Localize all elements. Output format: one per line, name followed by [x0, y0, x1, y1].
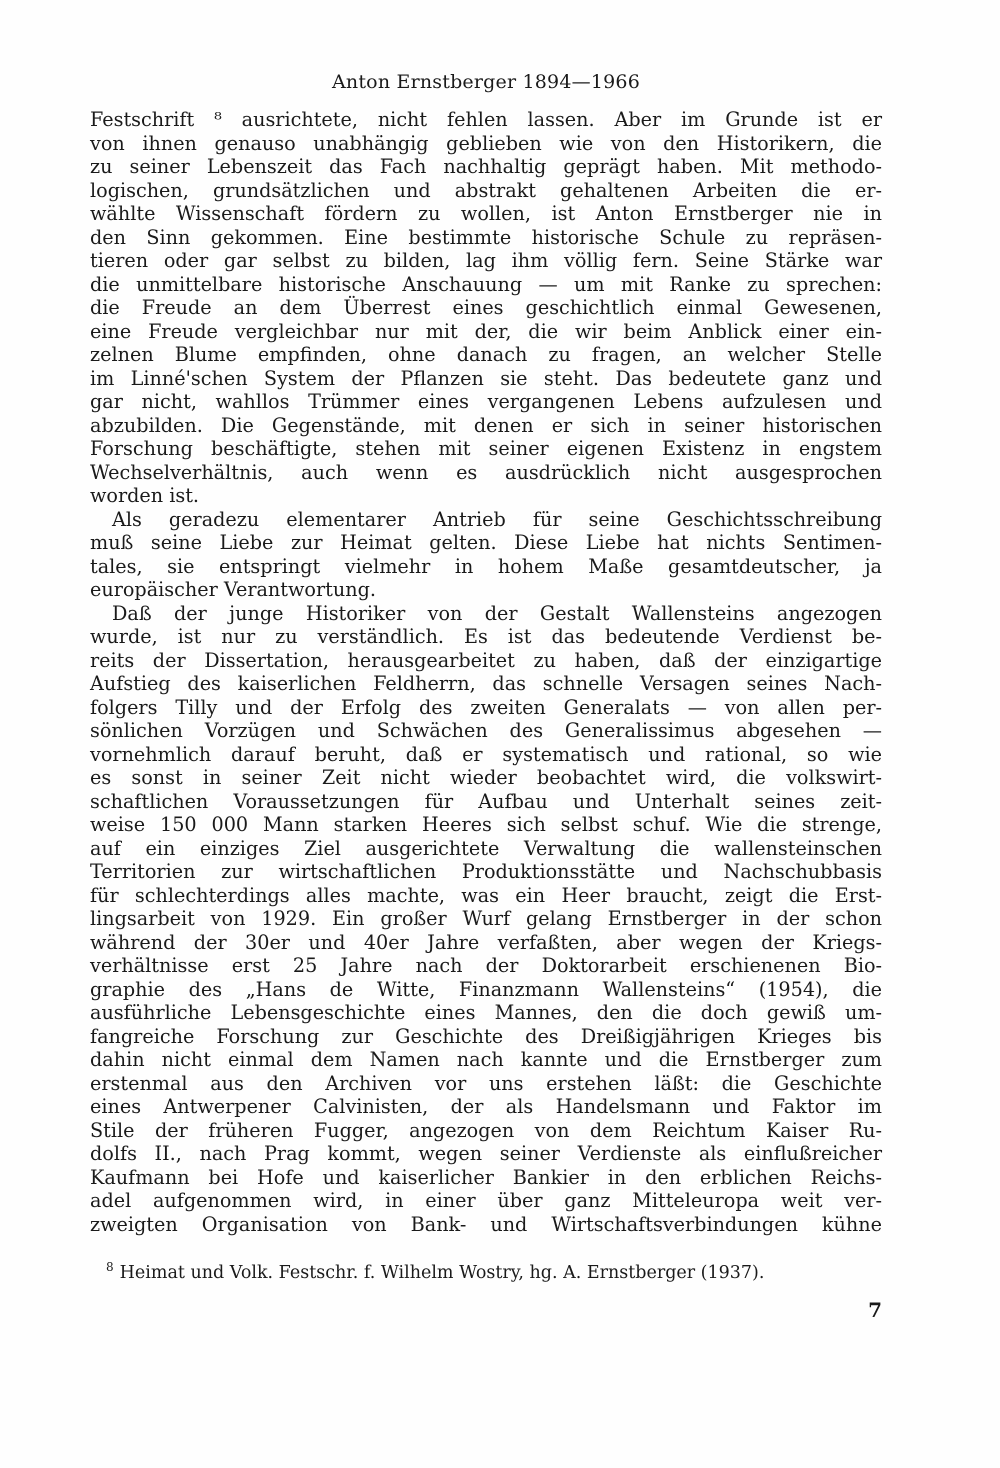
text-line: dolfs II., nach Prag kommt, wegen seiner Verdienste als einflußreicher — [90, 1142, 882, 1165]
text-line: Kaufmann bei Hofe und kaiserlicher Bankier in den erblichen Reichs- — [90, 1165, 882, 1189]
text-line: logischen, grundsätzlichen und abstrakt gehaltenen Arbeiten die er- — [90, 178, 882, 202]
text-line: tales, sie entspringt vielmehr in hohem Maße gesamtdeutscher, ja — [90, 554, 882, 578]
text-line: während der 30er und 40er Jahre verfaßten, aber wegen der Kriegs- — [90, 930, 882, 954]
text-line: auf ein einziges Ziel ausgerichtete Verwaltung die wallensteinschen — [90, 836, 882, 860]
text-line: adel aufgenommen wird, in einer über ganz Mitteleuropa weit ver- — [90, 1189, 882, 1212]
text-line: muß seine Liebe zur Heimat gelten. Diese Liebe hat nichts Sentimen- — [90, 531, 882, 554]
text-line: ausführliche Lebensgeschichte eines Mannes, den die doch gewiß um- — [90, 1001, 882, 1024]
text-line: von ihnen genauso unabhängig geblieben wie von den Historikern, die — [90, 131, 882, 155]
text-line: tieren oder gar selbst zu bilden, lag ihm völlig fern. Seine Stärke war — [90, 249, 882, 272]
text-line: weise 150 000 Mann starken Heeres sich selbst schuf. Wie die strenge, — [90, 813, 882, 836]
text-line: Daß der junge Historiker von der Gestalt Wallensteins angezogen — [112, 601, 882, 625]
page-number: 7 — [868, 1298, 882, 1322]
text-line: Forschung beschäftigte, stehen mit seiner eigenen Existenz in engstem — [90, 437, 882, 460]
text-line: erstenmal aus den Archiven vor uns erstehen läßt: die Geschichte — [90, 1071, 882, 1095]
text-line: fangreiche Forschung zur Geschichte des Dreißigjährigen Krieges bis — [90, 1024, 882, 1048]
text-line: folgers Tilly und der Erfolg des zweiten Generalats — von allen per- — [90, 695, 882, 719]
text-line: zweigten Organisation von Bank- und Wirtschaftsverbindungen kühne — [90, 1212, 882, 1236]
text-line: Stile der früheren Fugger, angezogen von dem Reichtum Kaiser Ru- — [90, 1118, 882, 1142]
footnote — [90, 1256, 882, 1284]
text-line: zelnen Blume empfinden, ohne danach zu fragen, an welcher Stelle — [90, 343, 882, 366]
text-line: für schlechterdings alles machte, was ein Heer braucht, zeigt die Erst- — [90, 883, 882, 907]
text-line: schaftlichen Voraussetzungen für Aufbau und Unterhalt seines zeit- — [90, 789, 882, 813]
text-line: sönlichen Vorzügen und Schwächen des Generalissimus abgesehen — — [90, 719, 882, 742]
text-line: graphie des „Hans de Witte, Finanzmann Wallensteins“ (1954), die — [90, 977, 882, 1001]
footnote-marker: 8 — [106, 1260, 114, 1274]
text-line: eines Antwerpener Calvinisten, der als Handelsmann und Faktor im — [90, 1095, 882, 1118]
text-line: eine Freude vergleichbar nur mit der, die wir beim Anblick einer ein- — [90, 319, 882, 343]
running-head: Anton Ernstberger 1894—1966 — [331, 71, 640, 93]
text-line: lingsarbeit von 1929. Ein großer Wurf gelang Ernstberger in der schon — [90, 907, 882, 930]
text-line: im Linné'schen System der Pflanzen sie steht. Das bedeutete ganz und — [90, 366, 882, 390]
text-line: den Sinn gekommen. Eine bestimmte historische Schule zu repräsen- — [90, 225, 882, 249]
text-line: verhältnisse erst 25 Jahre nach der Doktorarbeit erschienenen Bio- — [90, 954, 882, 977]
text-line: Aufstieg des kaiserlichen Feldherrn, das schnelle Versagen seines Nach- — [90, 672, 882, 695]
text-line: Festschrift ⁸ ausrichtete, nicht fehlen lassen. Aber im Grunde ist er — [90, 108, 882, 131]
text-line: wurde, ist nur zu verständlich. Es ist das bedeutende Verdienst be- — [90, 625, 882, 648]
footnote-text: Heimat und Volk. Festschr. f. Wilhelm Wostry, hg. A. Ernstberger (1937). — [119, 1262, 765, 1283]
text-line: Als geradezu elementarer Antrieb für seine Geschichtsschreibung — [112, 507, 882, 531]
text-line: zu seiner Lebenszeit das Fach nachhaltig geprägt haben. Mit methodo- — [90, 155, 882, 178]
text-line: Territorien zur wirtschaftlichen Produktionsstätte und Nachschubbasis — [90, 860, 882, 883]
text-line: worden ist. — [90, 484, 200, 507]
text-line: abzubilden. Die Gegenstände, mit denen er sich in seiner historischen — [90, 413, 882, 437]
text-line: wählte Wissenschaft fördern zu wollen, ist Anton Ernstberger nie in — [90, 202, 882, 225]
text-line: dahin nicht einmal dem Namen nach kannte und die Ernstberger zum — [90, 1048, 882, 1071]
text-line: es sonst in seiner Zeit nicht wieder beobachtet wird, die volkswirt- — [90, 766, 882, 789]
text-line: Wechselverhältnis, auch wenn es ausdrücklich nicht ausgesprochen — [90, 460, 882, 484]
text-line: europäischer Verantwortung. — [90, 578, 376, 601]
text-line: vornehmlich darauf beruht, daß er systematisch und rational, so wie — [90, 742, 882, 766]
text-line: die Freude an dem Überrest eines geschichtlich einmal Gewesenen, — [90, 296, 882, 319]
text-line: reits der Dissertation, herausgearbeitet zu haben, daß der einzigartige — [90, 648, 882, 672]
text-line: gar nicht, wahllos Trümmer eines vergangenen Lebens aufzulesen und — [90, 390, 882, 413]
text-line: die unmittelbare historische Anschauung — um mit Ranke zu sprechen: — [90, 272, 882, 296]
body-text — [90, 108, 882, 1236]
